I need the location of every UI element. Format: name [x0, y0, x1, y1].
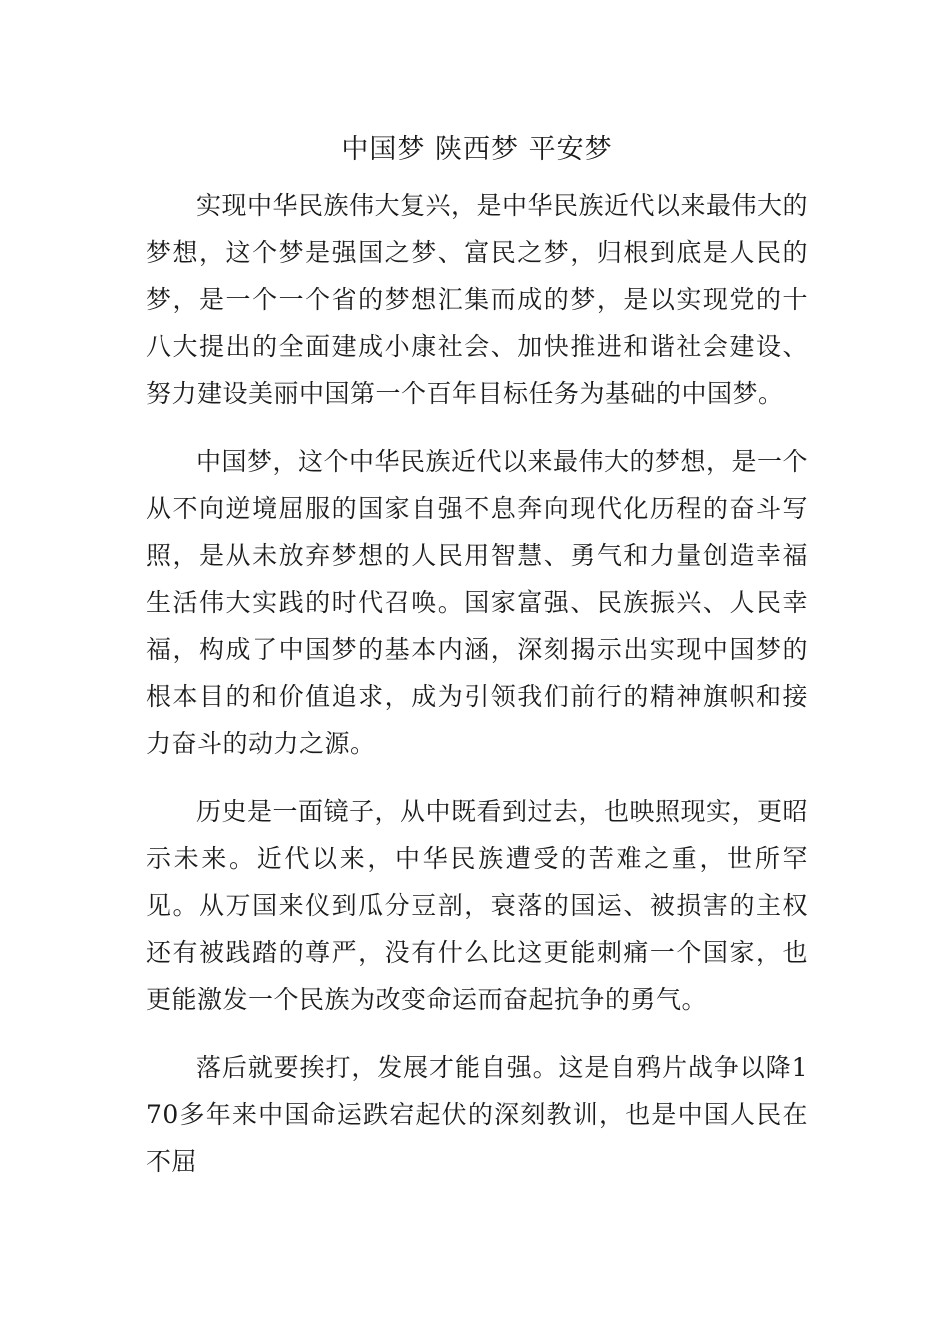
document-title: 中国梦 陕西梦 平安梦: [341, 134, 613, 165]
paragraph-4: 落后就要挨打，发展才能自强。这是自鸦片战争以降170多年来中国命运跌宕起伏的深刻教训，也是中国人民在不屈: [146, 1053, 808, 1176]
paragraph-1: 实现中华民族伟大复兴，是中华民族近代以来最伟大的梦想，这个梦是强国之梦、富民之梦，归根到底是人民的梦，是一个一个省的梦想汇集而成的梦，是以实现党的十八大提出的全面建成小康社会、加快推进和谐社会建设、努力建设美丽中国第一个百年目标任务为基础的中国梦。: [146, 191, 809, 408]
document-page: [146, 128, 808, 1185]
paragraph-3: 历史是一面镜子，从中既看到过去，也映照现实，更昭示未来。近代以来，中华民族遭受的苦难之重，世所罕见。从万国来仪到瓜分豆剖，衰落的国运、被损害的主权还有被践踏的尊严，没有什么比这更能刺痛一个国家，也更能激发一个民族为改变命运而奋起抗争的勇气。: [146, 797, 809, 1014]
paragraph-2: 中国梦，这个中华民族近代以来最伟大的梦想，是一个从不向逆境屈服的国家自强不息奔向现代化历程的奋斗写照，是从未放弃梦想的人民用智慧、勇气和力量创造幸福生活伟大实践的时代召唤。国家富强、民族振兴、人民幸福，构成了中国梦的基本内涵，深刻揭示出实现中国梦的根本目的和价值追求，成为引领我们前行的精神旗帜和接力奋斗的动力之源。: [146, 447, 809, 758]
